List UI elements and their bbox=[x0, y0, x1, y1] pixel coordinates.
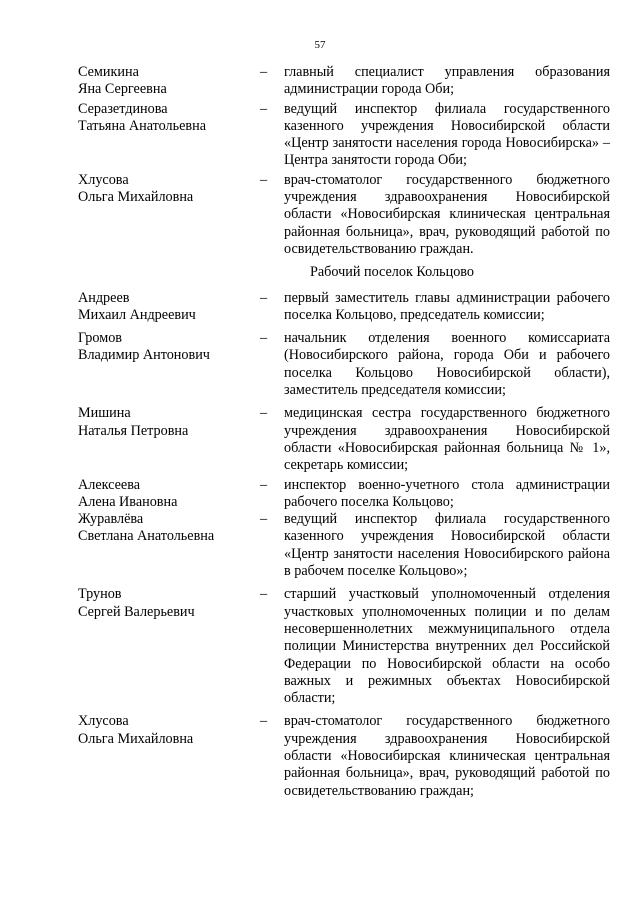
entry-dash: – bbox=[260, 171, 268, 188]
member-surname: Андреев bbox=[78, 289, 130, 306]
section-title: Рабочий поселок Кольцово bbox=[309, 264, 474, 281]
member-name bbox=[78, 290, 260, 325]
member-entry bbox=[78, 101, 610, 170]
member-given-name: Владимир Антонович bbox=[78, 347, 210, 364]
entry-dash: – bbox=[260, 100, 268, 117]
member-role: инспектор военно-учетного стола администрации рабочего поселка Кольцово; bbox=[284, 476, 610, 510]
entry-dash: – bbox=[260, 330, 268, 347]
member-given-name: Ольга Михайловна bbox=[78, 730, 194, 747]
member-given-name: Алена Ивановна bbox=[78, 493, 178, 510]
entry-dash: – bbox=[260, 64, 268, 80]
entry-dash: – bbox=[260, 713, 268, 730]
member-surname: Хлусова bbox=[78, 171, 129, 188]
member-name bbox=[78, 64, 260, 99]
member-role: начальник отделения военного комиссариата (Новосибирского района, города Оби и рабочего поселка Кольцово Новосибирской области), заместитель председателя комиссии; bbox=[284, 330, 610, 399]
member-name bbox=[78, 586, 260, 707]
member-surname: Семикина bbox=[78, 64, 139, 80]
member-name bbox=[78, 405, 260, 474]
entry-dash: – bbox=[260, 289, 268, 306]
member-name bbox=[78, 172, 260, 258]
member-given-name: Ольга Михайловна bbox=[78, 189, 194, 206]
member-role: старший участковый уполномоченный отделения участковых уполномоченных полиции и по делам несовершеннолетних межмуниципального отдела полиции Министерства внутренних дел Российской Федерации по Новосибирской области на особо важных и режимных объектах Новосибирской области; bbox=[284, 586, 610, 707]
member-name bbox=[78, 477, 260, 512]
member-role: врач-стоматолог государственного бюджетного учреждения здравоохранения Новосибирской области «Новосибирская клиническая центральная районная больница», врач, руководящий работой по освидетельствованию граждан; bbox=[284, 713, 610, 799]
member-entry bbox=[78, 511, 610, 580]
member-entry bbox=[78, 477, 610, 512]
entry-dash: – bbox=[260, 586, 268, 603]
member-surname: Трунов bbox=[78, 586, 122, 603]
member-given-name: Сергей Валерьевич bbox=[78, 603, 195, 620]
entry-dash: – bbox=[260, 511, 268, 528]
member-name bbox=[78, 101, 260, 170]
member-given-name: Татьяна Анатольевна bbox=[78, 117, 206, 134]
member-given-name: Светлана Анатольевна bbox=[78, 528, 215, 545]
member-role: ведущий инспектор филиала государственного казенного учреждения Новосибирской области «Центр занятости населения города Новосибирска» – Центра занятости города Оби; bbox=[284, 100, 610, 169]
member-surname: Алексеева bbox=[78, 476, 141, 493]
member-entry bbox=[78, 172, 610, 258]
member-name bbox=[78, 330, 260, 399]
member-surname: Мишина bbox=[78, 405, 131, 422]
member-entry bbox=[78, 290, 610, 325]
commission-members-list bbox=[78, 64, 610, 800]
member-surname: Журавлёва bbox=[78, 511, 144, 528]
member-surname: Хлусова bbox=[78, 713, 129, 730]
member-surname: Громов bbox=[78, 330, 122, 347]
member-role: ведущий инспектор филиала государственного казенного учреждения Новосибирской области «Центр занятости населения Новосибирского района в рабочем поселке Кольцово»; bbox=[284, 511, 610, 580]
member-given-name: Яна Сергеевна bbox=[78, 81, 167, 98]
member-entry bbox=[78, 330, 610, 399]
entry-dash: – bbox=[260, 405, 268, 422]
member-role: врач-стоматолог государственного бюджетного учреждения здравоохранения Новосибирской области «Новосибирская клиническая центральная районная больница», врач, руководящий работой по освидетельствованию граждан. bbox=[284, 171, 610, 257]
member-entry bbox=[78, 405, 610, 474]
member-entry bbox=[78, 713, 610, 799]
member-role: медицинская сестра государственного бюджетного учреждения здравоохранения Новосибирской области «Новосибирская районная больница № 1», секретарь комиссии; bbox=[284, 405, 610, 474]
member-role: главный специалист управления образования администрации города Оби; bbox=[284, 64, 610, 98]
member-name bbox=[78, 511, 260, 580]
page-number: 57 bbox=[314, 39, 326, 51]
member-entry bbox=[78, 64, 610, 99]
member-surname: Серазетдинова bbox=[78, 100, 168, 117]
member-given-name: Наталья Петровна bbox=[78, 422, 189, 439]
member-role: первый заместитель главы администрации рабочего поселка Кольцово, председатель комиссии; bbox=[284, 289, 610, 323]
member-entry bbox=[78, 586, 610, 707]
member-name bbox=[78, 713, 260, 799]
entry-dash: – bbox=[260, 476, 268, 493]
member-given-name: Михаил Андреевич bbox=[78, 306, 196, 323]
